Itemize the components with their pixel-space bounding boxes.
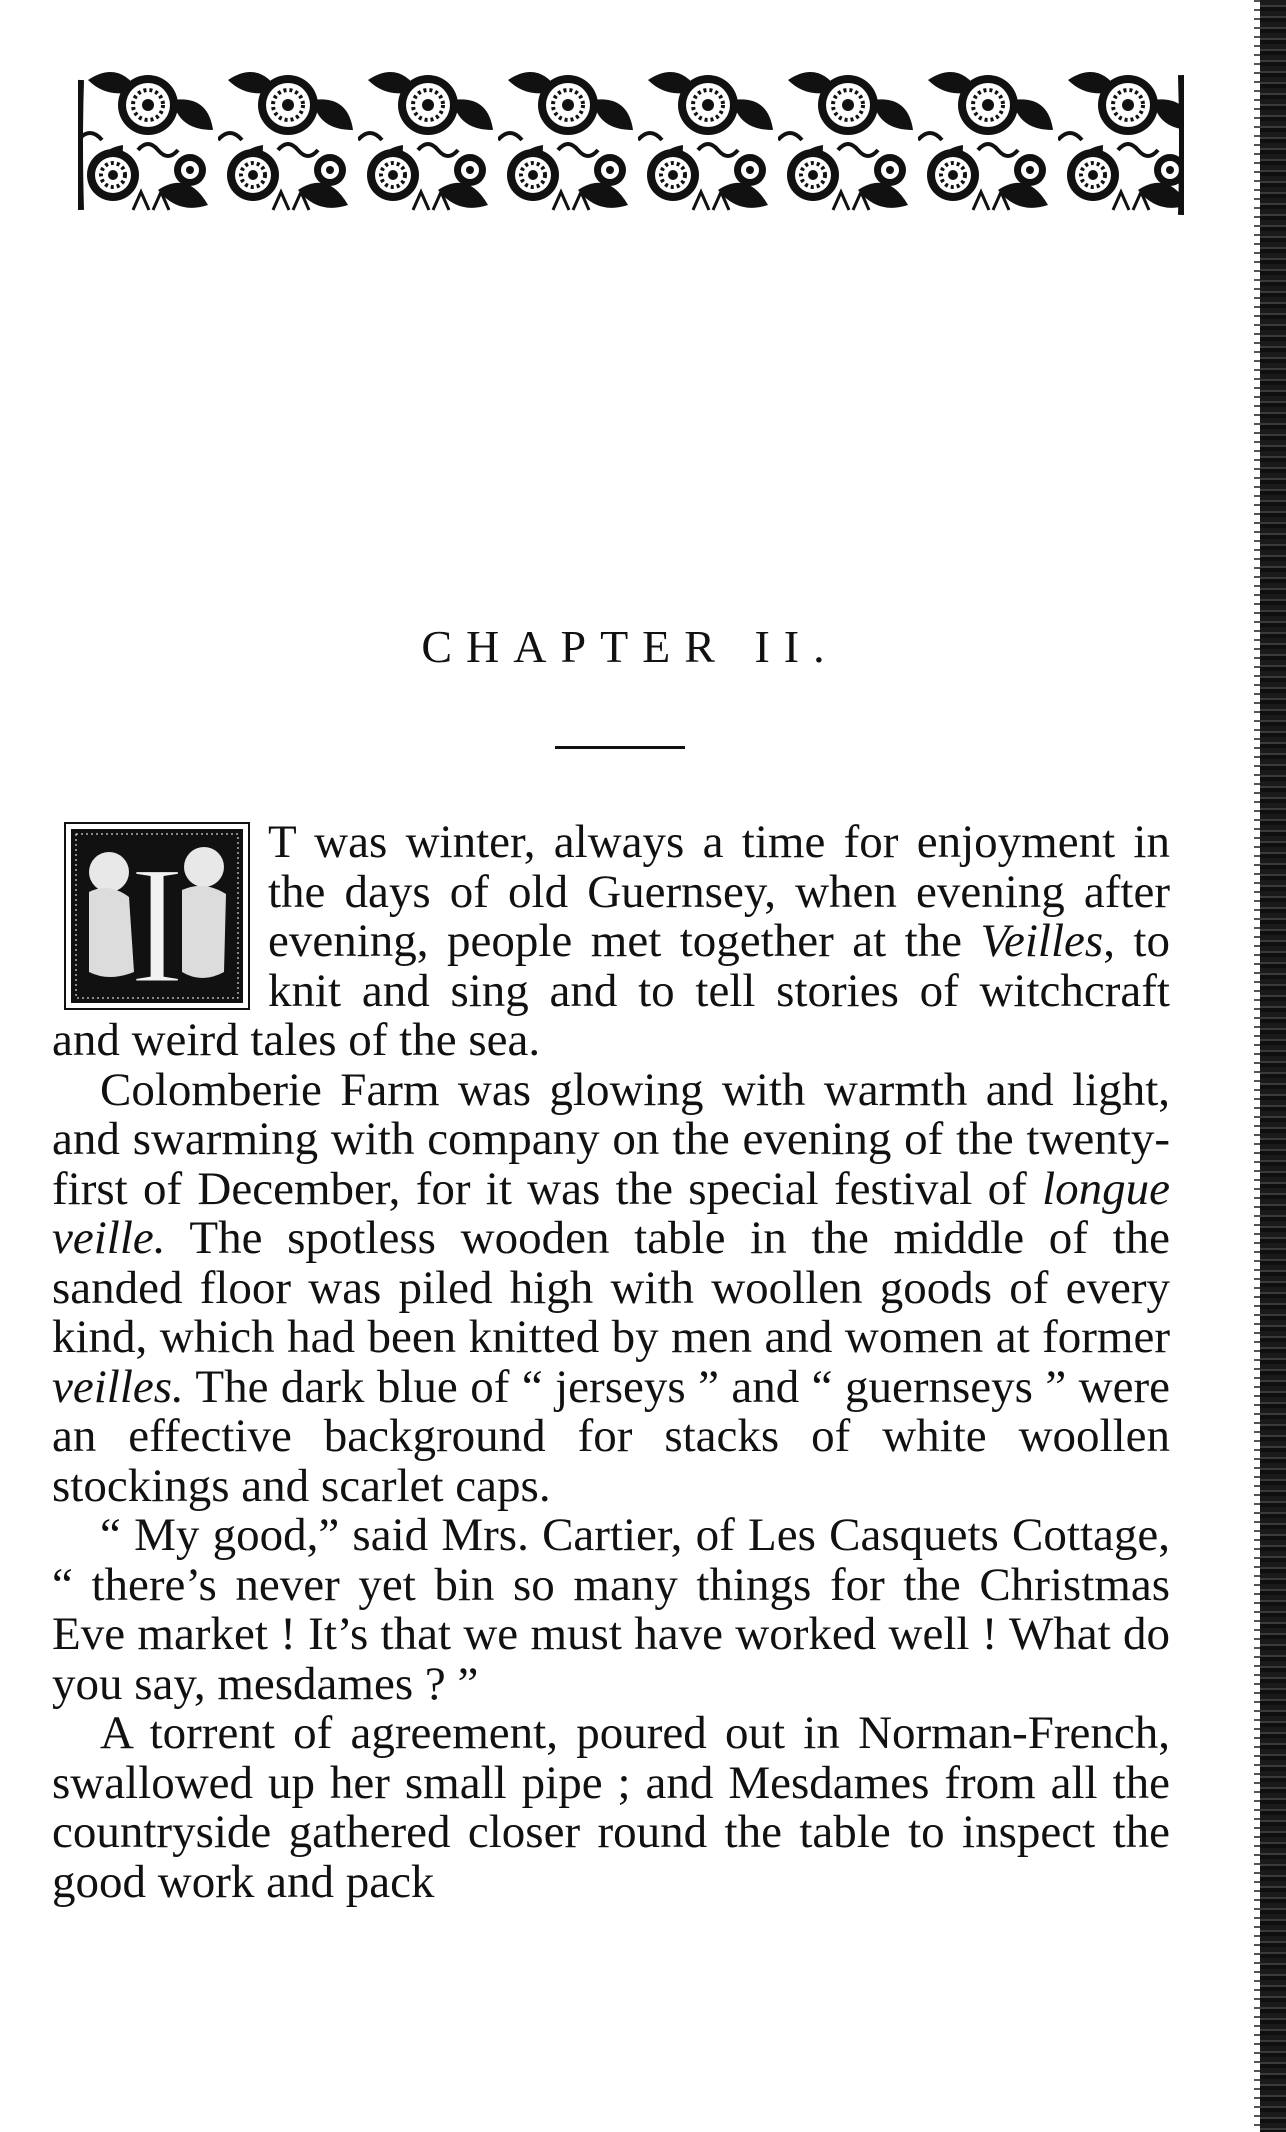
dropcap-letter: I (128, 831, 186, 1010)
page-edge-shadow (1260, 0, 1286, 2132)
illuminated-dropcap-i (64, 822, 250, 1010)
paragraph-3: “ My good,” said Mrs. Cartier, of Les Casquets Cottage, “ there’s never yet bin so many things for the Christmas Eve market ! It’s that we must have worked well ! What do you say, mesdames ? ” (52, 1509, 1170, 1710)
body-text (52, 818, 1170, 1907)
floral-ornament-band (78, 60, 1184, 225)
paragraph-4: A torrent of agreement, poured out in Norman-French, swallowed up her small pipe ; and Mesdames from all the countryside gathered closer round the table to inspect the good work and pack (52, 1707, 1170, 1908)
chapter-heading: CHAPTER II. (421, 621, 839, 672)
paragraph-2: Colomberie Farm was glowing with warmth and light, and swarming with company on the evening of the twenty-first of December, for it was the special festival of longue veille. The spotless wooden table in the middle of the sanded floor was piled high with woollen goods of every kind, which had been knitted by men and women at former veilles. The dark blue of “ jerseys ” and “ guernseys ” were an effective background for stacks of white woollen stockings and scarlet caps. (52, 1063, 1170, 1512)
heading-rule (555, 746, 685, 749)
paragraph-1: T was winter, always a time for enjoyment in the days of old Guernsey, when evening after evening, people met together at the Veilles, to knit and sing and to tell stories of witchcraft and weird tales of the sea. (52, 816, 1170, 1066)
